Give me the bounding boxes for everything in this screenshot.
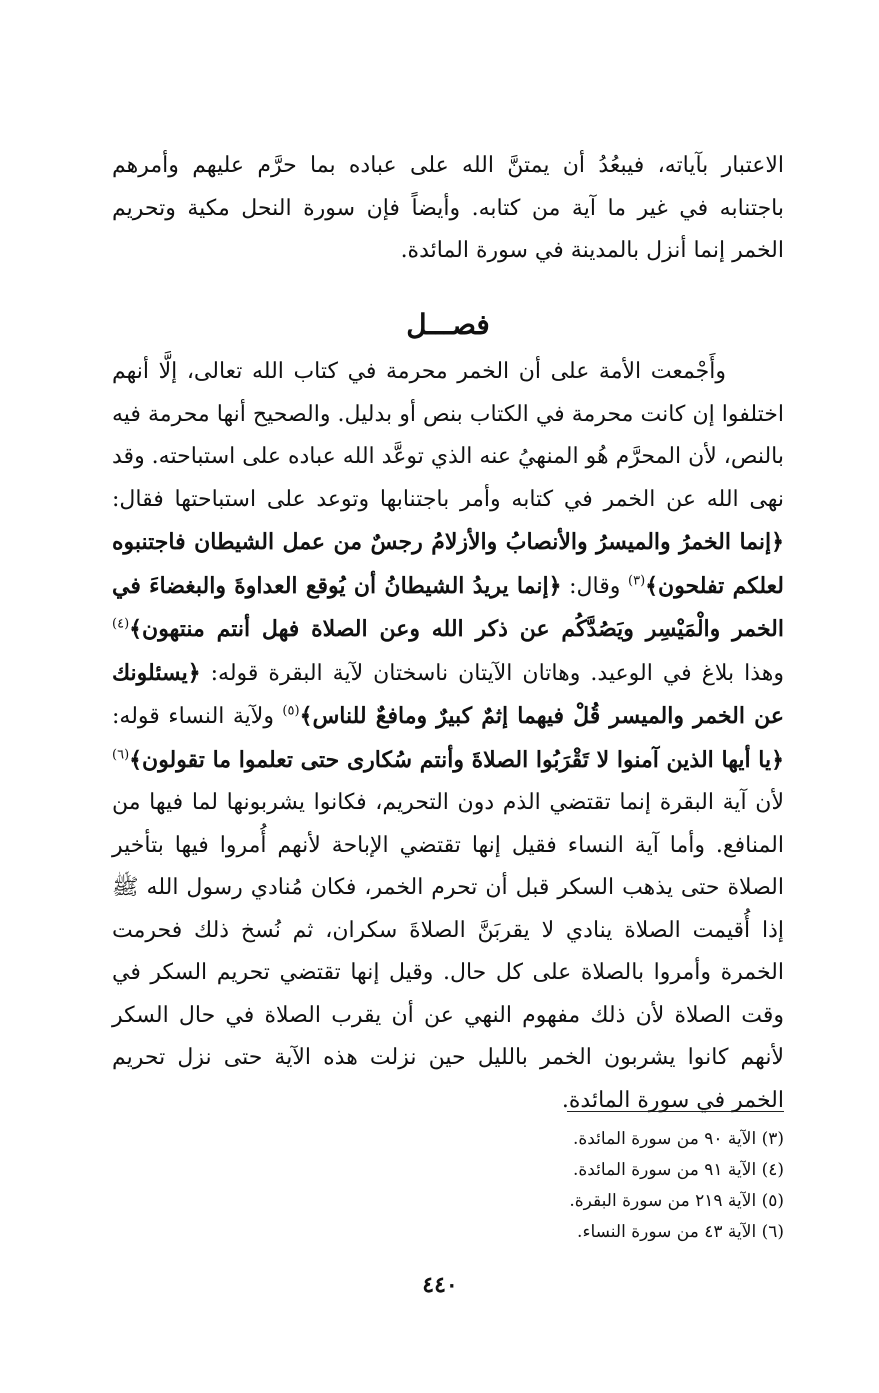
footnote-ref-5[interactable]: (٥) (282, 703, 300, 719)
footnote-4: (٤) الآية ٩١ من سورة المائدة. (572, 1160, 784, 1180)
footnote-5: (٥) الآية ٢١٩ من سورة البقرة. (569, 1191, 784, 1211)
quran-verse-3: ﴿يسئلونك عن الخمر والميسر قُلْ فيهما إثمٌ كبيرٌ ومافعٌ للناس﴾ (112, 659, 785, 729)
main-paragraph (112, 351, 784, 1122)
intro-text: الاعتبار بآياته، فيبعُدُ أن يمتنَّ الله على عباده بما حرَّم عليهم وأمرهم باجتنابه في غير ما آية من كتابه. وأيضاً فإن سورة النحل مكية وتحريم الخمر إنما أنزل بالمدينة في سورة المائدة. (112, 153, 784, 263)
footnote-ref-3[interactable]: (٣) (628, 573, 646, 589)
main-text-part-2: وقال: (561, 573, 628, 599)
footnote-ref-6[interactable]: (٦) (112, 747, 130, 763)
section-heading: فصـــل (406, 308, 490, 341)
main-text-part-4: ولآية النساء قوله: (112, 704, 283, 729)
main-text-part-5: لأن آية البقرة إنما تقتضي الذم دون التحريم، فكانوا يشربونها لما فيها من المنافع. وأما آية النساء فقيل إنها تقتضي الإباحة لأنهم أُمروا فيها بتأخير الصلاة حتى يذهب السكر قبل أن تحرم الخمر، فكان مُنادي رسول الله ﷺ إذا أُقيمت الصلاة ينادي لا يقربَنَّ الصلاةَ سكران، ثم نُسخ ذلك فحرمت الخمرة وأمروا بالصلاة على كل حال. وقيل إنها تقتضي تحريم السكر في وقت الصلاة لأن ذلك مفهوم النهي عن أن يقرب الصلاة في حال السكر لأنهم كانوا يشربون الخمر بالليل حين نزلت هذه الآية حتى نزل تحريم الخمر في سورة المائدة. (112, 790, 784, 1113)
footnote-divider (567, 1111, 784, 1112)
main-text (112, 351, 784, 1122)
footnotes-list (412, 1124, 784, 1248)
quran-verse-2: ﴿إنما يريدُ الشيطانُ أن يُوقع العداوةَ والبغضاءَ في الخمر والْمَيْسِر ويَصُدَّكُم عن ذكر الله وعن الصلاة فهل أنتم منتهون﴾ (112, 572, 784, 642)
intro-paragraph (112, 145, 784, 273)
quran-verse-4: ﴿يا أيها الذين آمنوا لا تَقْرَبُوا الصلاةَ وأنتم سُكارى حتى تعلموا ما تقولون﴾ (129, 746, 784, 773)
main-text-part-3: وهذا بلاغ في الوعيد. وهاتان الآيتان ناسختان لآية البقرة قوله: (200, 660, 784, 686)
footnote-6: (٦) الآية ٤٣ من سورة النساء. (577, 1222, 784, 1242)
page-number: ٤٤٠ (422, 1272, 458, 1298)
main-text-part-1: وأَجْمعت الأمة على أن الخمر محرمة في كتاب الله تعالى، إلَّا أنهم اختلفوا إن كانت محرمة في الكتاب بنص أو بدليل. والصحيح أنها محرمة فيه بالنص، لأن المحرَّم هُو المنهيُ عنه الذي توعَّد الله عباده على استباحته. وقد نهى الله عن الخمر في كتابه وأمر باجتنابها وتوعد على استباحتها فقال: (112, 359, 784, 512)
quran-verse-1: ﴿إنما الخمرُ والميسرُ والأنصابُ والأزلامُ رجسٌ من عمل الشيطان فاجتنبوه لعلكم تفلحون﴾ (112, 529, 784, 599)
footnote-3: (٣) الآية ٩٠ من سورة المائدة. (572, 1129, 784, 1149)
footnote-ref-4[interactable]: (٤) (112, 616, 130, 632)
